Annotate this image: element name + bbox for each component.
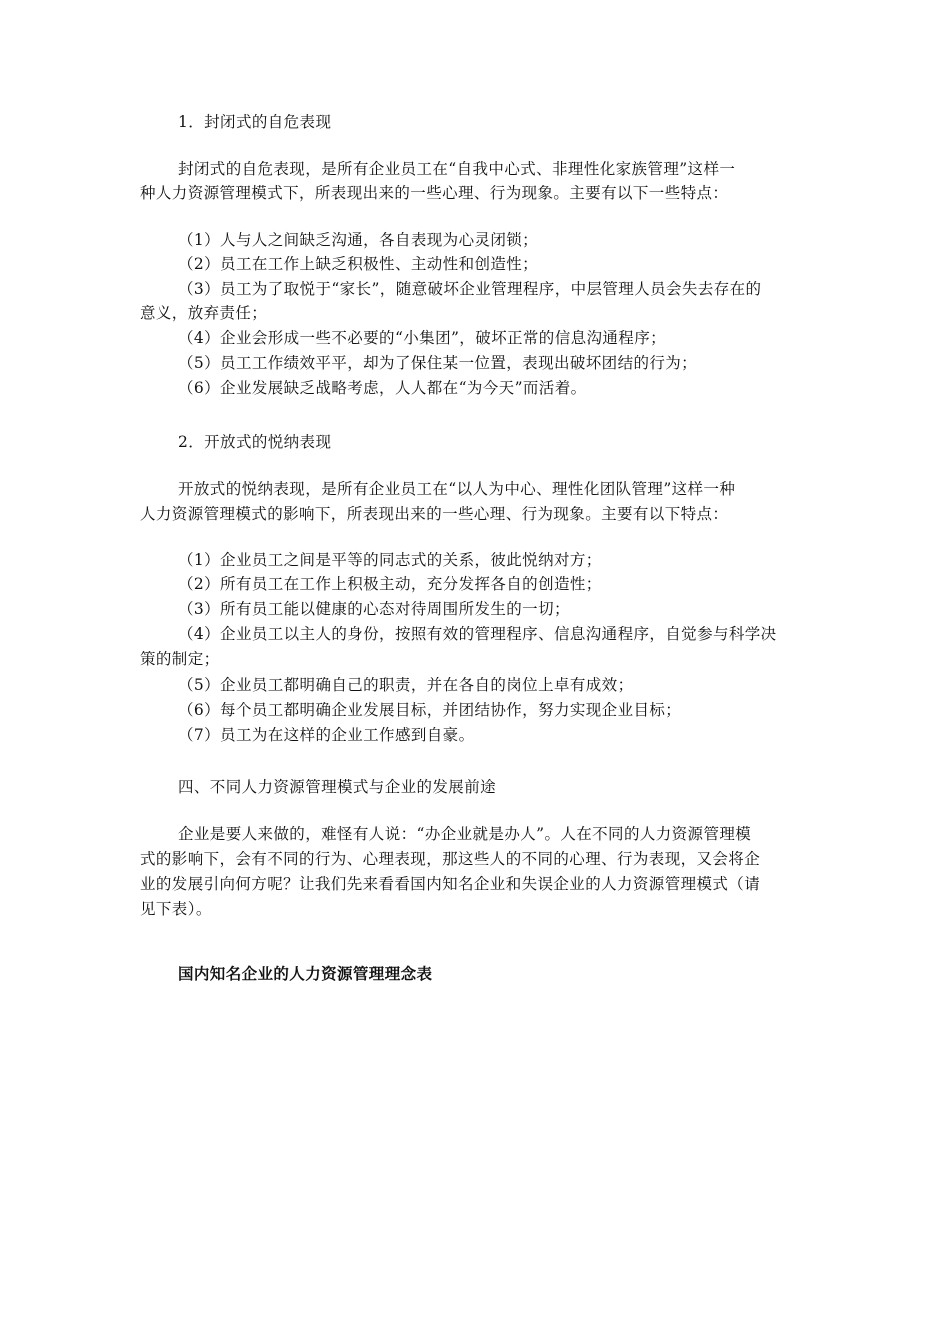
section3-paragraph-line: 见下表）。: [140, 900, 212, 918]
section2-item: （5）企业员工都明确自己的职责，并在各自的岗位上卓有成效；: [178, 676, 634, 694]
section1-item: （6）企业发展缺乏战略考虑，人人都在“为今天”而活着。: [178, 379, 587, 397]
section1-item: （5）员工工作绩效平平，却为了保住某一位置，表现出破坏团结的行为；: [178, 354, 698, 372]
section2-item: （3）所有员工能以健康的心态对待周围所发生的一切；: [178, 600, 570, 618]
section2-item: （1）企业员工之间是平等的同志式的关系，彼此悦纳对方；: [178, 551, 602, 569]
section1-heading: 1．封闭式的自危表现: [178, 113, 332, 131]
section1-item-continuation: 意义，放弃责任；: [140, 304, 268, 322]
section2-heading: 2．开放式的悦纳表现: [178, 433, 332, 451]
section1-paragraph-line-1: 封闭式的自危表现，是所有企业员工在“自我中心式、非理性化家族管理”这样一: [178, 160, 736, 178]
section1-paragraph-line-2: 种人力资源管理模式下，所表现出来的一些心理、行为现象。主要有以下一些特点：: [140, 184, 729, 202]
section2-item-continuation: 策的制定；: [140, 650, 220, 668]
section2-item: （4）企业员工以主人的身份，按照有效的管理程序、信息沟通程序，自觉参与科学决: [178, 625, 777, 643]
section1-item: （3）员工为了取悦于“家长”，随意破坏企业管理程序，中层管理人员会失去存在的: [178, 280, 762, 298]
section2-paragraph-line-1: 开放式的悦纳表现，是所有企业员工在“以人为中心、理性化团队管理”这样一种: [178, 480, 736, 498]
section1-item: （1）人与人之间缺乏沟通，各自表现为心灵闭锁；: [178, 231, 539, 249]
section2-item: （6）每个员工都明确企业发展目标，并团结协作，努力实现企业目标；: [178, 701, 682, 719]
section2-paragraph-line-2: 人力资源管理模式的影响下，所表现出来的一些心理、行为现象。主要有以下特点：: [140, 505, 729, 523]
section1-item: （2）员工在工作上缺乏积极性、主动性和创造性；: [178, 255, 539, 273]
section3-paragraph-line: 式的影响下，会有不同的行为、心理表现，那这些人的不同的心理、行为表现，又会将企: [140, 850, 761, 868]
section3-heading: 四、不同人力资源管理模式与企业的发展前途: [178, 778, 497, 796]
section2-item: （2）所有员工在工作上积极主动，充分发挥各自的创造性；: [178, 575, 602, 593]
section3-paragraph-line: 企业是要人来做的，难怪有人说：“办企业就是办人”。人在不同的人力资源管理模: [178, 825, 752, 843]
section3-paragraph-line: 业的发展引向何方呢？让我们先来看看国内知名企业和失误企业的人力资源管理模式（请: [140, 875, 761, 893]
section2-item: （7）员工为在这样的企业工作感到自豪。: [178, 726, 475, 744]
section1-item: （4）企业会形成一些不必要的“小集团”，破坏正常的信息沟通程序；: [178, 329, 667, 347]
table-title: 国内知名企业的人力资源管理理念表: [178, 965, 433, 983]
